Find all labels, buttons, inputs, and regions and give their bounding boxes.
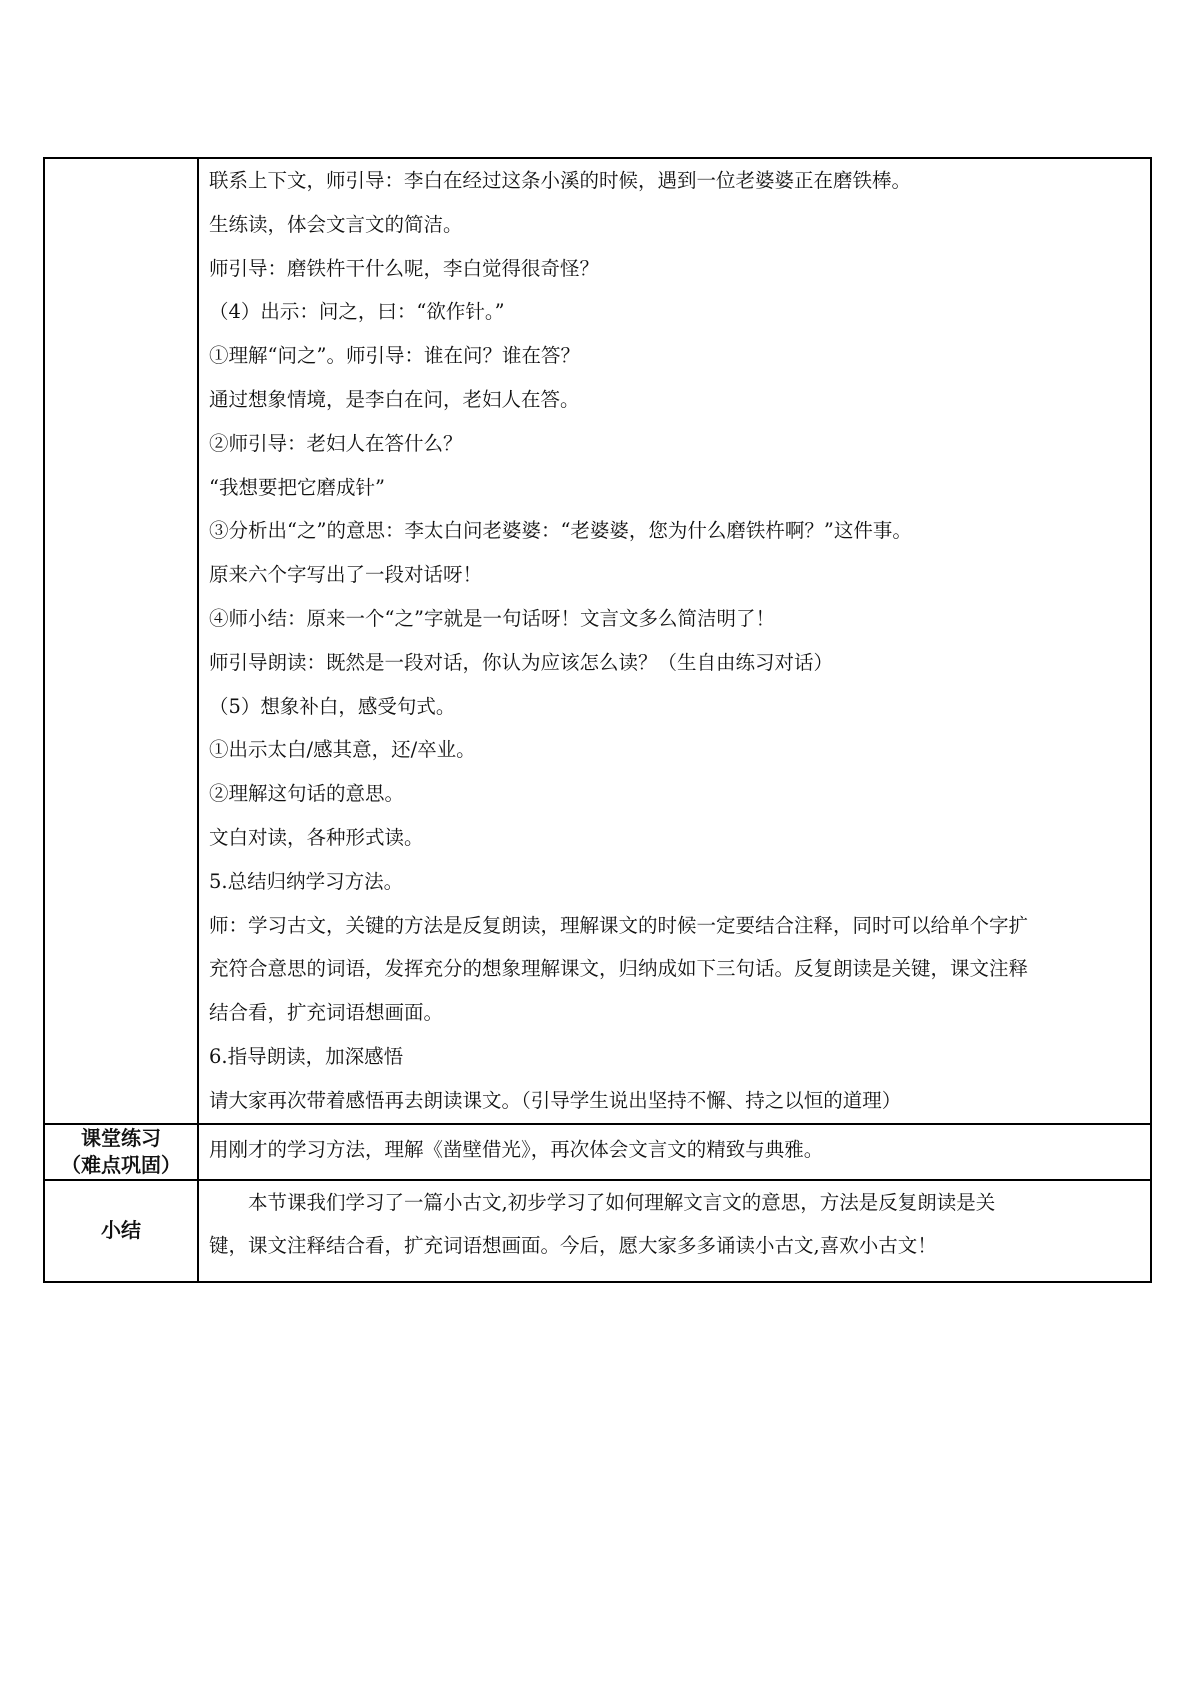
process-line: （5）想象补白，感受句式。: [209, 694, 456, 718]
summary-line: 本节课我们学习了一篇小古文,初步学习了如何理解文言文的意思，方法是反复朗读是关: [248, 1190, 996, 1214]
summary-label: 小结: [44, 1180, 198, 1282]
summary-line: 键，课文注释结合看，扩充词语想画面。今后，愿大家多多诵读小古文,喜欢小古文！: [209, 1234, 937, 1258]
process-line: ②师引导：老妇人在答什么？: [209, 431, 463, 455]
classroom-practice-row: [44, 1124, 1151, 1180]
process-line: 联系上下文，师引导：李白在经过这条小溪的时候，遇到一位老婆婆正在磨铁棒。: [209, 169, 912, 192]
process-line: （4）出示：问之，曰：“欲作针。”: [209, 300, 505, 324]
practice-content: 用刚才的学习方法，理解《凿壁借光》，再次体会文言文的精致与典雅。: [209, 1137, 824, 1161]
process-line: 师：学习古文，关键的方法是反复朗读，理解课文的时候一定要结合注释，同时可以给单个字扩: [209, 913, 1029, 937]
process-line: 通过想象情境，是李白在问，老妇人在答。: [209, 387, 580, 411]
process-line: 生练读，体会文言文的简洁。: [209, 212, 463, 236]
teaching-process-row: [44, 158, 1151, 1124]
classroom-practice-content-cell: [198, 1124, 1151, 1180]
process-line: 文白对读，各种形式读。: [209, 825, 424, 849]
process-line: 师引导：磨铁杵干什么呢，李白觉得很奇怪？: [209, 256, 600, 280]
process-line: ②理解这句话的意思。: [209, 782, 405, 806]
process-line: 5.总结归纳学习方法。: [209, 869, 404, 893]
summary-row: [44, 1180, 1151, 1282]
process-line: ④师小结：原来一个“之”字就是一句话呀！文言文多么简洁明了！: [209, 606, 775, 630]
practice-label-line1: 课堂练习: [81, 1125, 161, 1150]
teaching-process-label-cell: [44, 158, 198, 1124]
process-line: 请大家再次带着感悟再去朗读课文。（引导学生说出坚持不懈、持之以恒的道理）: [209, 1088, 902, 1112]
teaching-process-content-cell: [198, 158, 1151, 1124]
classroom-practice-label: [44, 1124, 198, 1180]
summary-content-cell: [198, 1180, 1151, 1282]
process-line: ③分析出“之”的意思：李太白问老婆婆：“老婆婆，您为什么磨铁杵啊？”这件事。: [209, 519, 912, 543]
process-line: ①出示太白/感其意，还/卒业。: [209, 738, 476, 762]
lesson-plan-table: [43, 157, 1152, 1283]
process-line: “我想要把它磨成针”: [209, 475, 385, 499]
process-line: 师引导朗读：既然是一段对话，你认为应该怎么读？（生自由练习对话）: [209, 650, 834, 674]
process-line: ①理解“问之”。师引导：谁在问？谁在答？: [209, 344, 580, 368]
practice-label-line2: （难点巩固）: [61, 1152, 181, 1177]
process-line: 6.指导朗读，加深感悟: [209, 1044, 404, 1068]
process-line: 结合看，扩充词语想画面。: [209, 1001, 444, 1025]
process-line: 充符合意思的词语，发挥充分的想象理解课文，归纳成如下三句话。反复朗读是关键，课文注释: [209, 957, 1029, 981]
process-line: 原来六个字写出了一段对话呀！: [209, 563, 483, 587]
